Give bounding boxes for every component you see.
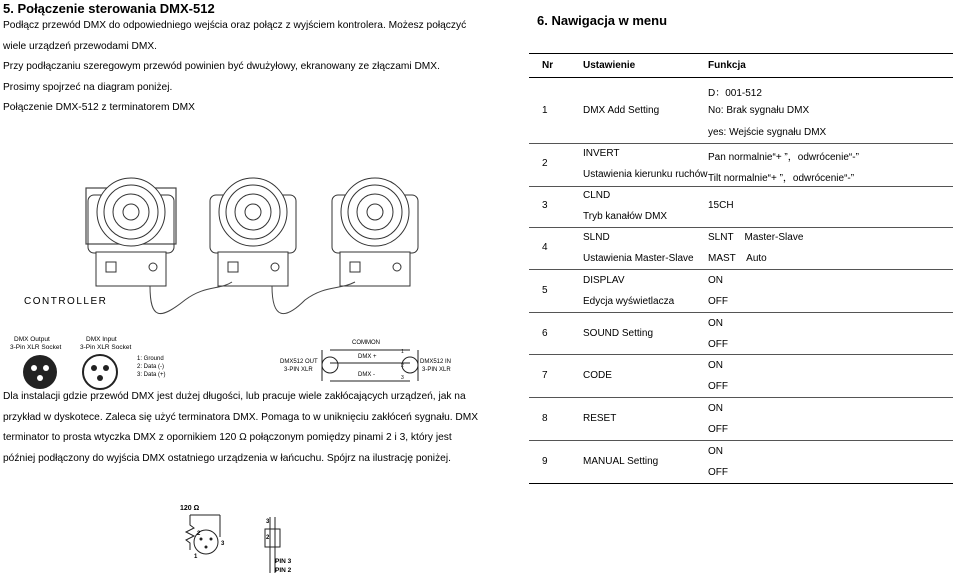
row2-function-2: Tilt normalnie“+ ”，odwrócenie“-” (708, 173, 855, 184)
row3-function: 15CH (708, 200, 734, 211)
dmx-connection-diagram (0, 150, 525, 390)
row1-function-1: D：001-512 (708, 88, 762, 99)
row9-function-2: OFF (708, 467, 728, 478)
ohm-label: 120 Ω (180, 505, 200, 512)
row1-function-3: yes: Wejście sygnału DMX (708, 127, 827, 138)
xlr-socket-icon (23, 355, 57, 389)
row2-function-1: Pan normalnie“+ ”，odwrócenie“-” (708, 152, 859, 163)
dmx-minus-label: DMX - (358, 372, 375, 378)
row8-nr: 8 (542, 413, 548, 424)
row5-setting-2: Edycja wyświetlacza (583, 296, 675, 307)
paragraph-terminator-1: Dla instalacji gdzie przewód DMX jest dużej długości, lub pracuje wiele zakłócających urządzeń, jak na (3, 391, 466, 402)
table-bottom-border (529, 483, 953, 484)
row8-setting: RESET (583, 413, 617, 424)
row6-nr: 6 (542, 328, 548, 339)
dmx-out-label: DMX512 OUT (280, 359, 318, 365)
row7-setting: CODE (583, 370, 612, 381)
row5-setting-1: DISPLAV (583, 275, 625, 286)
svg-text:2: 2 (266, 535, 270, 541)
paragraph-terminator-title: Połączenie DMX-512 z terminatorem DMX (3, 102, 195, 113)
table-top-border (529, 53, 953, 54)
pin3-label: 3: Data (+) (137, 372, 166, 378)
row4-nr: 4 (542, 242, 548, 253)
row4-function-2: MAST Auto (708, 253, 767, 264)
row9-function-1: ON (708, 446, 723, 457)
row5-function-2: OFF (708, 296, 728, 307)
row1-function-2: No: Brak sygnału DMX (708, 105, 810, 116)
section-title-dmx-connection: 5. Połączenie sterowania DMX-512 (3, 1, 215, 16)
pin2-tag: PIN 2 (275, 567, 292, 573)
paragraph-terminator-2: przykład w dyskotece. Zaleca się użyć terminatora DMX. Pomaga to w uniknięciu zakłóceń sygnału. DMX (3, 412, 479, 423)
row2-setting-1: INVERT (583, 148, 620, 159)
dmx-input-sub: 3-Pin XLR Socket (80, 344, 132, 351)
controller-label: CONTROLLER (24, 296, 108, 307)
svg-text:1: 1 (194, 554, 198, 560)
paragraph-serial: Przy podłączaniu szeregowym przewód powinien być dwużyłowy, ekranowany ze złączami DMX. (3, 61, 440, 72)
common-label: COMMON (352, 340, 380, 346)
svg-text:3: 3 (266, 519, 270, 525)
dmx-out-sub: 3-PIN XLR (284, 367, 313, 373)
xlr-socket-icon (83, 355, 117, 389)
row1-nr: 1 (542, 105, 548, 116)
row3-nr: 3 (542, 200, 548, 211)
row2-setting-2: Ustawienia kierunku ruchów (583, 169, 708, 180)
row3-setting-2: Tryb kanałów DMX (583, 211, 668, 222)
header-function: Funkcja (708, 60, 746, 71)
row6-function-2: OFF (708, 339, 728, 350)
row6-function-1: ON (708, 318, 723, 329)
row4-setting-1: SLND (583, 232, 610, 243)
moving-head-icon (332, 178, 418, 286)
row4-function-1: SLNT Master-Slave (708, 232, 804, 243)
dmx-in-sub: 3-PIN XLR (422, 367, 451, 373)
row2-nr: 2 (542, 158, 548, 169)
dmx-output-label: DMX Output (14, 336, 50, 343)
section-title-menu-navigation: 6. Nawigacja w menu (537, 13, 668, 28)
row5-nr: 5 (542, 285, 548, 296)
row7-nr: 7 (542, 370, 548, 381)
svg-text:3: 3 (401, 375, 404, 381)
svg-text:2: 2 (197, 531, 201, 537)
row7-function-1: ON (708, 360, 723, 371)
row8-function-2: OFF (708, 424, 728, 435)
terminator-diagram (160, 495, 320, 573)
dmx-input-label: DMX Input (86, 336, 117, 343)
pin3-tag: PIN 3 (275, 558, 292, 565)
svg-text:1: 1 (401, 349, 404, 355)
svg-text:2: 2 (401, 363, 404, 369)
paragraph-connect: Podłącz przewód DMX do odpowiedniego wejścia oraz połącz z wyjściem kontrolera. Możesz połączyć (3, 20, 467, 31)
row3-setting-1: CLND (583, 190, 611, 201)
row6-setting: SOUND Setting (583, 328, 654, 339)
dmx-plus-label: DMX + (358, 354, 377, 360)
dmx-output-sub: 3-Pin XLR Socket (10, 344, 62, 351)
row1-setting: DMX Add Setting (583, 105, 660, 116)
row9-setting: MANUAL Setting (583, 456, 659, 467)
row7-function-2: OFF (708, 381, 728, 392)
paragraph-connect-cont: wiele urządzeń przewodami DMX. (3, 41, 158, 52)
row4-setting-2: Ustawienia Master-Slave (583, 253, 694, 264)
row5-function-1: ON (708, 275, 723, 286)
moving-head-icon (88, 178, 174, 286)
header-nr: Nr (542, 60, 554, 71)
paragraph-terminator-3: terminator to prosta wtyczka DMX z opornikiem 120 Ω połączonym pomiędzy pinami 2 i 3, który jest (3, 432, 452, 443)
row8-function-1: ON (708, 403, 723, 414)
svg-text:3: 3 (221, 541, 225, 547)
dmx-in-label: DMX512 IN (420, 359, 452, 365)
paragraph-terminator-4: później podłączony do wyjścia DMX ostatniego urządzenia w łańcuchu. Spójrz na ilustrację poniżej. (3, 453, 451, 464)
header-setting: Ustawienie (583, 60, 636, 71)
row9-nr: 9 (542, 456, 548, 467)
pin1-label: 1: Ground (137, 356, 164, 362)
paragraph-see-diagram: Prosimy spojrzeć na diagram poniżej. (3, 82, 173, 93)
pin2-label: 2: Data (-) (137, 364, 165, 370)
moving-head-icon (210, 178, 296, 286)
